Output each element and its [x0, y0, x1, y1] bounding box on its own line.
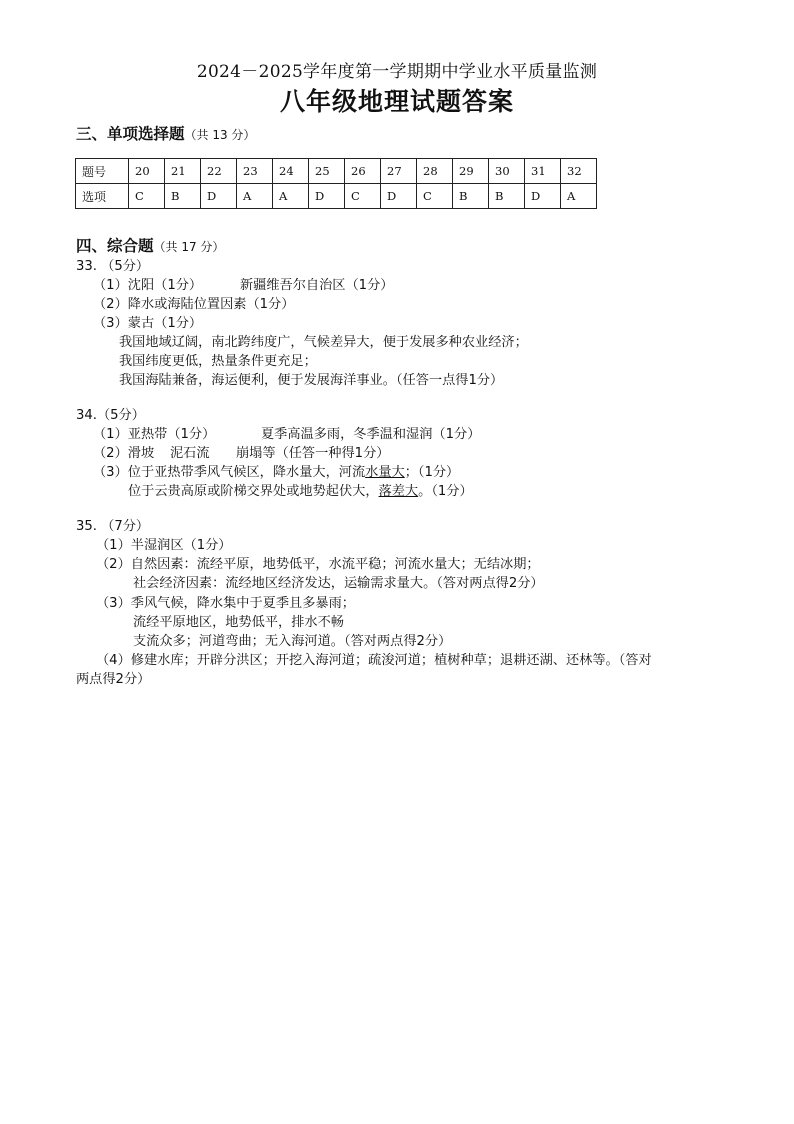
section-4-heading	[76, 234, 224, 256]
question-number-cell: 24	[273, 159, 309, 184]
section-3-note: （共 13 分）	[184, 128, 256, 142]
q33-answer-1a: （1）沈阳（1分）	[93, 278, 203, 293]
question-number-cell: 25	[309, 159, 345, 184]
q35-answer-2-social: 社会经济因素：流经地区经济发达，运输需求量大。（答对两点得2分）	[133, 576, 544, 591]
question-number-cell: 30	[489, 159, 525, 184]
question-number-cell: 29	[453, 159, 489, 184]
q35-answer-4-cont: 两点得2分）	[76, 672, 151, 687]
answer-table	[75, 158, 597, 209]
answer-cell: C	[417, 184, 453, 209]
q34-answer-1a: （1）亚热带（1分）	[93, 427, 216, 442]
q34-answer-3-alt	[128, 482, 473, 501]
answer-cell: A	[237, 184, 273, 209]
answer-cell: C	[129, 184, 165, 209]
question-number-cell: 21	[165, 159, 201, 184]
q34-answer-2a: （2）滑坡	[93, 446, 155, 461]
section-4-note: （共 17 分）	[153, 240, 225, 254]
question-number-cell: 26	[345, 159, 381, 184]
row-header-answer: 选项	[76, 184, 129, 209]
q34-answer-3-alt-score: 。（1分）	[418, 484, 473, 499]
q34-answer-3-score: ；（1分）	[404, 465, 460, 480]
table-row-numbers	[76, 159, 597, 184]
q35-answer-1: （1）半湿润区（1分）	[96, 538, 232, 553]
q35-label: 35. （7分）	[76, 519, 150, 534]
q34-answer-2c: 崩塌等（任答一种得1分）	[236, 446, 390, 461]
answer-cell: B	[165, 184, 201, 209]
page-title: 八年级地理试题答案	[279, 87, 514, 116]
question-number-cell: 28	[417, 159, 453, 184]
answer-cell: A	[561, 184, 597, 209]
answer-cell: A	[273, 184, 309, 209]
answer-cell: D	[381, 184, 417, 209]
q34-answer-3-alt-underlined: 落差大	[378, 484, 419, 499]
answer-cell: B	[453, 184, 489, 209]
q35-answer-3: （3）季风气候，降水集中于夏季且多暴雨；	[96, 596, 355, 611]
q33-answer-3-point-1: 我国地域辽阔，南北跨纬度广，气候差异大，便于发展多种农业经济；	[119, 335, 528, 350]
q33-answer-2: （2）降水或海陆位置因素（1分）	[93, 297, 295, 312]
q33-answer-3-point-2: 我国纬度更低，热量条件更充足；	[119, 354, 317, 369]
answer-cell: C	[345, 184, 381, 209]
q35-answer-4: （4）修建水库；开辟分洪区；开挖入海河道；疏浚河道；植树种草；退耕还湖、还林等。（答对	[96, 653, 652, 668]
answer-cell: D	[201, 184, 237, 209]
answer-cell: D	[309, 184, 345, 209]
question-number-cell: 31	[525, 159, 561, 184]
section-3-title: 三、单项选择题	[76, 125, 185, 143]
table-row-answers	[76, 184, 597, 209]
row-header-number: 题号	[76, 159, 129, 184]
q34-answer-2b: 泥石流	[170, 446, 210, 461]
q33-answer-3-point-3: 我国海陆兼备，海运便利，便于发展海洋事业。（任答一点得1分）	[119, 373, 504, 388]
q35-answer-3-point-2: 流经平原地区，地势低平，排水不畅	[133, 615, 344, 630]
q33-answer-3: （3）蒙古（1分）	[93, 316, 203, 331]
q33-answer-1b: 新疆维吾尔自治区（1分）	[240, 278, 394, 293]
q34-answer-3-alt-text: 位于云贵高原或阶梯交界处或地势起伏大，	[128, 484, 379, 499]
q35-answer-3-point-3: 支流众多；河道弯曲；无入海河道。（答对两点得2分）	[133, 634, 452, 649]
question-number-cell: 22	[201, 159, 237, 184]
section-4-title: 四、综合题	[76, 237, 154, 255]
section-3-heading	[76, 122, 255, 144]
q34-label: 34.（5分）	[76, 408, 145, 423]
q34-answer-3	[93, 463, 459, 482]
q34-answer-3-text: （3）位于亚热带季风气候区，降水量大，河流	[93, 465, 366, 480]
question-number-cell: 32	[561, 159, 597, 184]
answer-cell: B	[489, 184, 525, 209]
answer-cell: D	[525, 184, 561, 209]
exam-subtitle: 2024－2025学年度第一学期期中学业水平质量监测	[196, 62, 598, 82]
q35-answer-2: （2）自然因素：流经平原，地势低平，水流平稳；河流水量大；无结冰期；	[96, 557, 540, 572]
q33-label: 33. （5分）	[76, 259, 150, 274]
question-number-cell: 23	[237, 159, 273, 184]
question-number-cell: 20	[129, 159, 165, 184]
question-number-cell: 27	[381, 159, 417, 184]
q34-answer-1b: 夏季高温多雨，冬季温和湿润（1分）	[261, 427, 481, 442]
q34-answer-3-underlined: 水量大	[365, 465, 405, 480]
